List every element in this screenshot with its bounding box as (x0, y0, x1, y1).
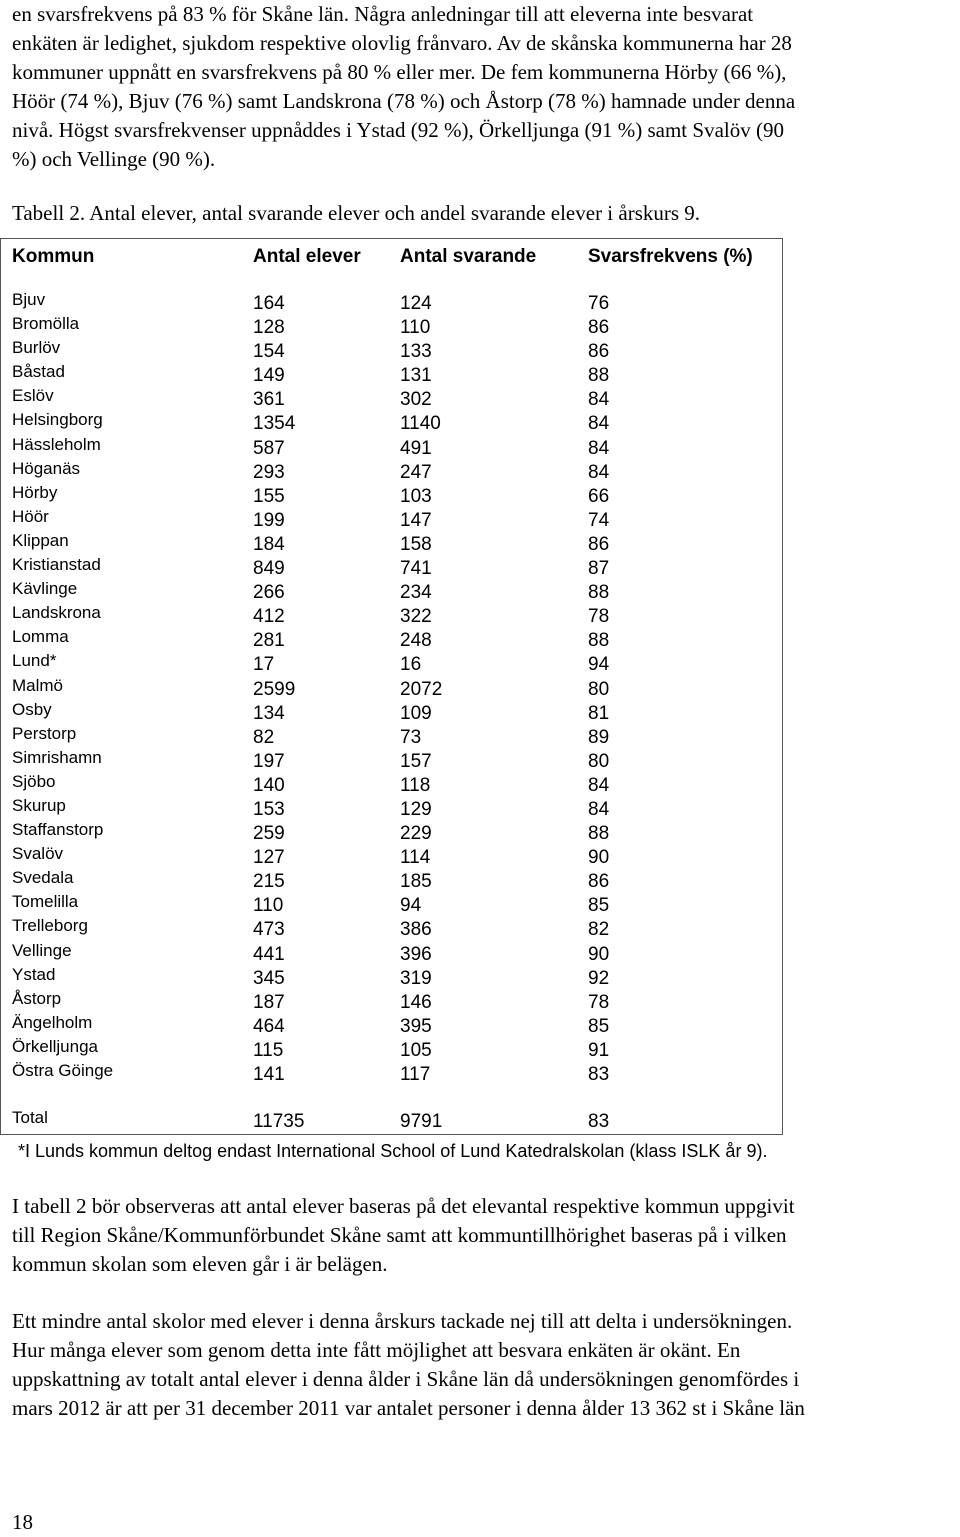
cell-antal-elever: 134 (253, 702, 285, 724)
table-row (0, 771, 783, 798)
header-antal-svarande: Antal svarande (400, 246, 537, 267)
table-row (0, 412, 783, 436)
table-row (0, 364, 783, 388)
table-row (0, 629, 783, 653)
table-row (0, 1036, 783, 1063)
cell-kommun: Landskrona (12, 603, 101, 623)
cell-antal-elever: 17 (253, 654, 275, 676)
cell-svarsfrekvens: 92 (588, 967, 610, 989)
cell-kommun: Hörby (12, 482, 58, 502)
paragraph-line: kommun skolan som eleven går i är belägen. (12, 1252, 388, 1276)
paragraph-note (12, 1192, 956, 1279)
cell-antal-svarande: 1140 (400, 413, 441, 435)
cell-kommun: Båstad (12, 362, 65, 382)
cell-kommun: Klippan (12, 530, 69, 550)
intro-line: Höör (74 %), Bjuv (76 %) samt Landskrona (78 %) och Åstorp (78 %) hamnade under denna (12, 89, 796, 113)
cell-svarsfrekvens: 78 (588, 606, 610, 628)
cell-kommun: Östra Göinge (12, 1061, 114, 1080)
cell-svarsfrekvens: 83 (588, 1064, 610, 1085)
cell-antal-elever: 464 (253, 1015, 285, 1037)
table-row (0, 482, 783, 509)
table-row (0, 581, 783, 605)
cell-antal-svarande: 395 (400, 1015, 432, 1037)
cell-svarsfrekvens: 74 (588, 509, 610, 531)
cell-antal-svarande: 129 (400, 798, 432, 820)
cell-svarsfrekvens: 84 (588, 437, 610, 459)
total-antal-elever: 11735 (253, 1111, 305, 1132)
cell-antal-elever: 1354 (253, 413, 296, 435)
cell-kommun: Perstorp (12, 723, 77, 743)
table-total-row (0, 1110, 783, 1134)
cell-antal-elever: 110 (253, 895, 284, 917)
cell-antal-elever: 849 (253, 558, 285, 580)
cell-kommun: Ystad (12, 964, 56, 984)
cell-antal-elever: 293 (253, 461, 285, 483)
cell-svarsfrekvens: 86 (588, 317, 610, 339)
cell-kommun: Trelleborg (12, 916, 88, 936)
cell-antal-svarande: 114 (400, 847, 431, 869)
cell-antal-elever: 259 (253, 823, 285, 845)
paragraph-line: Hur många elever som genom detta inte fått möjlighet att besvara enkäten är okänt. En (12, 1338, 741, 1362)
table-row (0, 747, 783, 774)
cell-antal-svarande: 109 (400, 702, 432, 724)
cell-antal-svarande: 147 (400, 509, 432, 531)
cell-kommun: Sjöbo (12, 771, 56, 791)
cell-antal-elever: 128 (253, 317, 285, 339)
cell-antal-svarande: 158 (400, 533, 432, 555)
cell-antal-elever: 164 (253, 293, 285, 314)
table-row (0, 340, 783, 364)
cell-antal-svarande: 229 (400, 823, 432, 845)
table-row (0, 822, 783, 846)
cell-antal-svarande: 110 (400, 317, 431, 339)
cell-kommun: Skurup (12, 795, 66, 815)
cell-svarsfrekvens: 80 (588, 678, 610, 700)
cell-antal-svarande: 16 (400, 654, 422, 676)
cell-svarsfrekvens: 85 (588, 895, 610, 917)
table-row (0, 292, 783, 316)
cell-svarsfrekvens: 88 (588, 630, 610, 652)
cell-antal-elever: 187 (253, 991, 285, 1013)
paragraph-line: till Region Skåne/Kommunförbundet Skåne samt att kommuntillhörighet baseras på i vilken (12, 1223, 787, 1247)
intro-paragraph (12, 0, 956, 174)
cell-antal-svarande: 185 (400, 871, 432, 893)
cell-antal-svarande: 146 (400, 991, 432, 1013)
table-row (0, 894, 783, 918)
cell-svarsfrekvens: 90 (588, 943, 610, 965)
cell-antal-elever: 281 (253, 630, 285, 652)
cell-kommun: Bjuv (12, 290, 46, 309)
cell-antal-elever: 199 (253, 509, 285, 531)
cell-svarsfrekvens: 88 (588, 582, 610, 604)
table-row (0, 988, 783, 1015)
table-row (0, 1012, 783, 1039)
cell-antal-svarande: 386 (400, 919, 432, 941)
cell-svarsfrekvens: 80 (588, 750, 610, 772)
cell-kommun: Eslöv (12, 386, 54, 406)
cell-kommun: Osby (12, 699, 52, 719)
table-footnote: *I Lunds kommun deltog endast International School of Lund Katedralskolan (klass ISLK år 9). (18, 1141, 768, 1161)
header-svarsfrekvens: Svarsfrekvens (%) (588, 246, 753, 267)
cell-antal-elever: 154 (253, 341, 285, 363)
cell-antal-elever: 82 (253, 726, 275, 748)
cell-kommun: Svalöv (12, 844, 64, 864)
table-row (0, 316, 783, 340)
intro-line: kommuner uppnått en svarsfrekvens på 80 % eller mer. De fem kommunerna Hörby (66 %), (12, 60, 787, 84)
cell-kommun: Kävlinge (12, 579, 78, 599)
cell-svarsfrekvens: 91 (588, 1039, 610, 1061)
cell-svarsfrekvens: 84 (588, 389, 610, 411)
cell-antal-svarande: 247 (400, 461, 432, 483)
total-label: Total (12, 1108, 48, 1127)
table-row (0, 846, 783, 870)
cell-kommun: Höganäs (12, 458, 81, 478)
cell-svarsfrekvens: 87 (588, 558, 610, 580)
table-row (0, 530, 783, 557)
cell-svarsfrekvens: 76 (588, 293, 610, 314)
cell-antal-svarande: 319 (400, 967, 432, 989)
cell-antal-elever: 153 (253, 798, 285, 820)
cell-kommun: Lund* (12, 651, 57, 671)
cell-antal-elever: 412 (253, 606, 285, 628)
page-number: 18 (12, 1510, 33, 1534)
cell-svarsfrekvens: 66 (588, 485, 610, 507)
cell-kommun: Malmö (12, 675, 64, 695)
cell-svarsfrekvens: 81 (588, 702, 610, 724)
cell-kommun: Bromölla (12, 314, 80, 334)
cell-antal-elever: 184 (253, 533, 285, 555)
table-row (0, 870, 783, 894)
cell-kommun: Tomelilla (12, 892, 79, 912)
cell-svarsfrekvens: 94 (588, 654, 610, 676)
intro-line: %) och Vellinge (90 %). (12, 147, 216, 171)
total-antal-svarande: 9791 (400, 1111, 443, 1132)
header-kommun: Kommun (12, 246, 95, 267)
table-caption: Tabell 2. Antal elever, antal svarande elever och andel svarande elever i årskurs 9. (12, 201, 701, 225)
paragraph-line: uppskattning av totalt antal elever i denna ålder i Skåne län då undersökningen genomfördes i (12, 1367, 800, 1391)
cell-antal-elever: 361 (253, 389, 285, 411)
table-row (0, 795, 783, 822)
cell-kommun: Helsingborg (12, 410, 103, 430)
cell-antal-svarande: 103 (400, 485, 432, 507)
cell-antal-elever: 2599 (253, 678, 296, 700)
table-row (0, 675, 783, 702)
cell-antal-elever: 140 (253, 774, 285, 796)
cell-kommun: Burlöv (12, 338, 61, 358)
cell-antal-svarande: 94 (400, 895, 422, 917)
cell-svarsfrekvens: 84 (588, 413, 610, 435)
cell-antal-elever: 215 (253, 871, 285, 893)
cell-antal-elever: 441 (253, 943, 285, 965)
table-row (0, 557, 783, 581)
cell-antal-elever: 473 (253, 919, 285, 941)
cell-antal-svarande: 491 (400, 437, 432, 459)
cell-svarsfrekvens: 84 (588, 461, 610, 483)
cell-antal-elever: 127 (253, 847, 285, 869)
table-row (0, 1063, 783, 1087)
paragraph-line: Ett mindre antal skolor med elever i denna årskurs tackade nej till att delta i undersökningen. (12, 1309, 793, 1333)
cell-kommun: Lomma (12, 627, 69, 647)
table-row (0, 458, 783, 485)
cell-kommun: Hässleholm (12, 434, 101, 454)
table-row (0, 940, 783, 967)
table-row (0, 723, 783, 750)
cell-antal-svarande: 396 (400, 943, 432, 965)
intro-line: nivå. Högst svarsfrekvenser uppnåddes i Ystad (92 %), Örkelljunga (91 %) samt Svalöv (90 (12, 118, 784, 142)
cell-svarsfrekvens: 82 (588, 919, 610, 941)
table-row (0, 699, 783, 726)
cell-kommun: Örkelljunga (12, 1036, 98, 1056)
cell-antal-svarande: 131 (400, 365, 432, 387)
cell-antal-svarande: 302 (400, 389, 432, 411)
table-row (0, 605, 783, 629)
cell-svarsfrekvens: 85 (588, 1015, 610, 1037)
paragraph-line: mars 2012 är att per 31 december 2011 var antalet personer i denna ålder 13 362 st i Skåne län (12, 1396, 805, 1420)
cell-antal-svarande: 105 (400, 1039, 432, 1061)
cell-antal-elever: 587 (253, 437, 285, 459)
cell-svarsfrekvens: 88 (588, 823, 610, 845)
table-row (0, 434, 783, 461)
cell-svarsfrekvens: 90 (588, 847, 610, 869)
cell-antal-svarande: 322 (400, 606, 432, 628)
cell-antal-svarande: 73 (400, 726, 422, 748)
table-body (0, 292, 783, 1087)
total-svarsfrekvens: 83 (588, 1111, 610, 1132)
cell-kommun: Ängelholm (12, 1012, 93, 1032)
cell-kommun: Kristianstad (12, 555, 101, 575)
cell-antal-elever: 141 (253, 1064, 285, 1085)
cell-svarsfrekvens: 86 (588, 871, 610, 893)
intro-line: enkäten är ledighet, sjukdom respektive olovlig frånvaro. Av de skånska kommunerna har 28 (12, 31, 792, 55)
cell-antal-elever: 155 (253, 485, 285, 507)
header-antal-elever: Antal elever (253, 246, 361, 267)
table-row (0, 388, 783, 412)
cell-svarsfrekvens: 88 (588, 365, 610, 387)
cell-antal-svarande: 157 (400, 750, 432, 772)
cell-antal-svarande: 248 (400, 630, 432, 652)
table-row (0, 506, 783, 533)
cell-antal-elever: 149 (253, 365, 285, 387)
cell-antal-svarande: 133 (400, 341, 432, 363)
cell-kommun: Åstorp (12, 988, 62, 1008)
cell-svarsfrekvens: 84 (588, 798, 610, 820)
paragraph-estimate (12, 1307, 960, 1423)
cell-kommun: Simrishamn (12, 747, 102, 767)
table-row (0, 964, 783, 991)
cell-kommun: Höör (12, 506, 49, 526)
table-row (0, 653, 783, 677)
cell-svarsfrekvens: 84 (588, 774, 610, 796)
paragraph-line: I tabell 2 bör observeras att antal elever baseras på det elevantal respektive kommun uppgivit (12, 1194, 795, 1218)
cell-antal-svarande: 124 (400, 293, 432, 314)
cell-svarsfrekvens: 86 (588, 341, 610, 363)
table-row (0, 918, 783, 942)
cell-svarsfrekvens: 86 (588, 533, 610, 555)
cell-antal-elever: 115 (253, 1039, 284, 1061)
cell-svarsfrekvens: 78 (588, 991, 610, 1013)
cell-antal-elever: 345 (253, 967, 285, 989)
cell-antal-svarande: 117 (400, 1064, 431, 1085)
cell-svarsfrekvens: 89 (588, 726, 610, 748)
intro-line: en svarsfrekvens på 83 % för Skåne län. Några anledningar till att eleverna inte besvarat (12, 2, 754, 26)
cell-kommun: Svedala (12, 868, 74, 888)
cell-antal-svarande: 741 (400, 558, 432, 580)
cell-kommun: Vellinge (12, 940, 72, 960)
cell-antal-elever: 197 (253, 750, 285, 772)
cell-antal-svarande: 118 (400, 774, 431, 796)
cell-antal-svarande: 2072 (400, 678, 443, 700)
cell-kommun: Staffanstorp (12, 820, 104, 840)
cell-antal-elever: 266 (253, 582, 285, 604)
cell-antal-svarande: 234 (400, 582, 432, 604)
